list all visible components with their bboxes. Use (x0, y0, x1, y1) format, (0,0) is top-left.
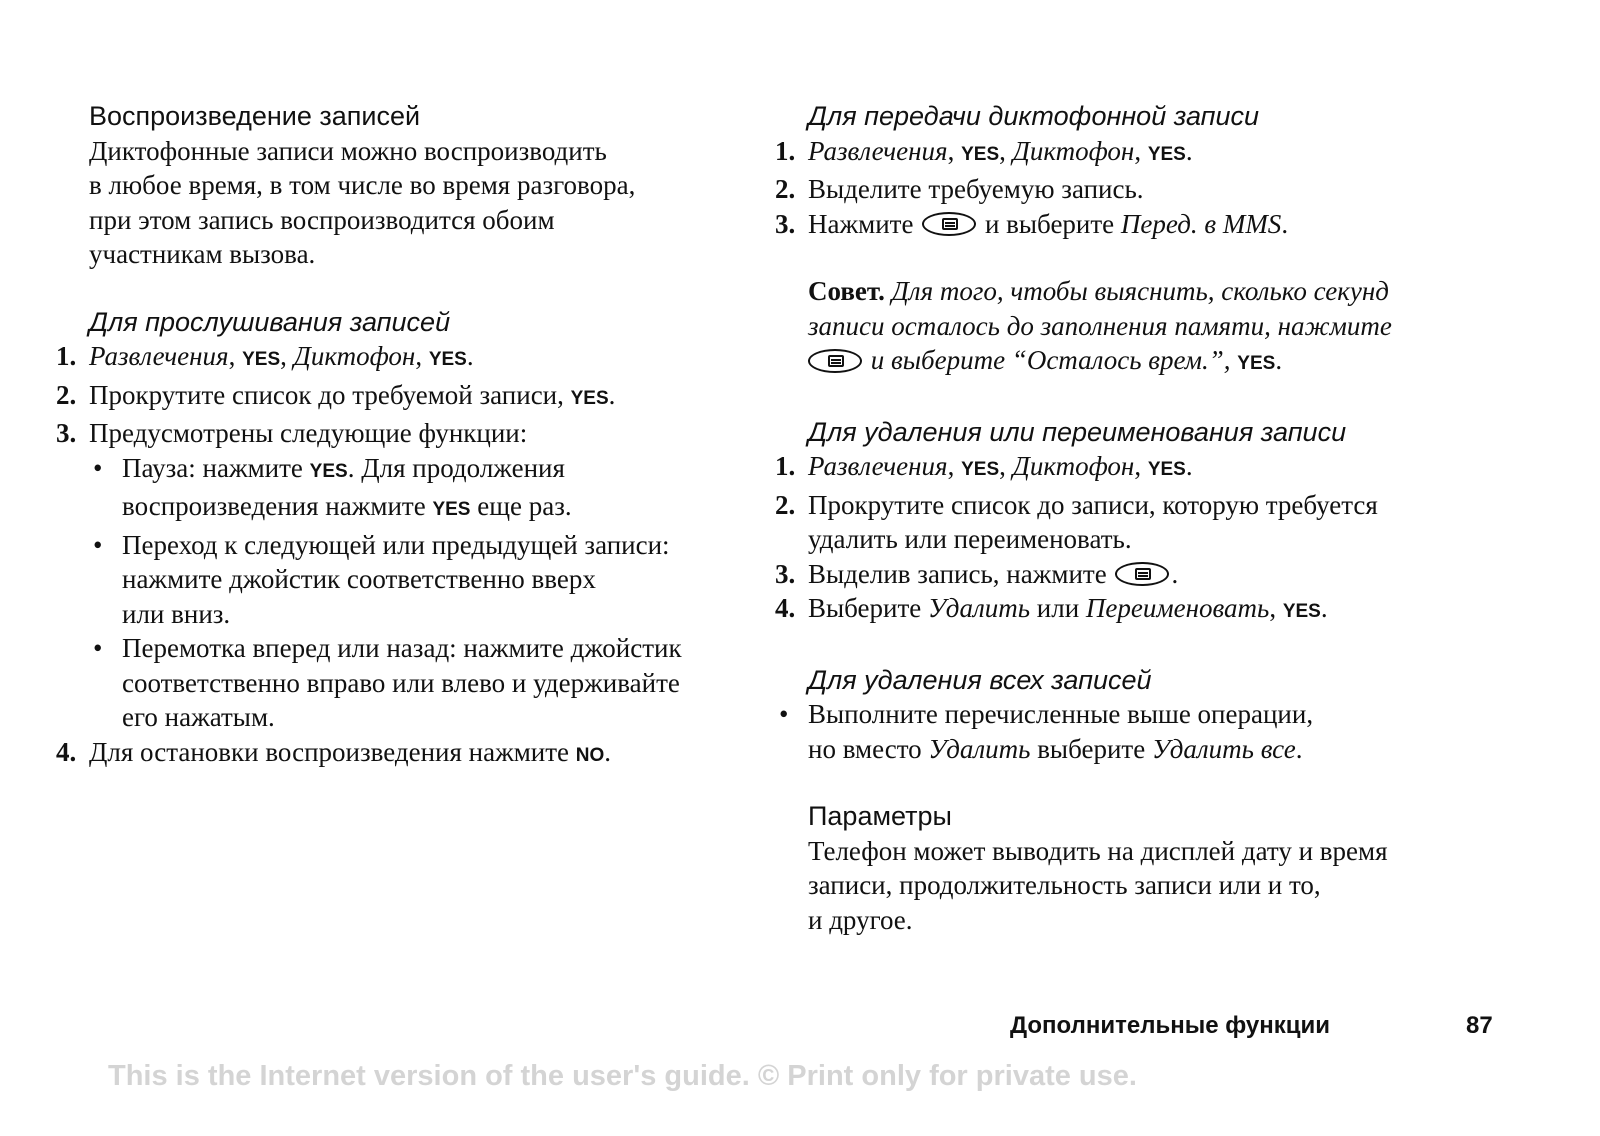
send-heading: Для передачи диктофонной записи (808, 101, 1260, 131)
step-text: Прокрутите список до требуемой записи, (89, 379, 571, 410)
menu-option: Переименовать (1085, 593, 1270, 623)
menu-path-item: Развлечения (808, 451, 948, 481)
list-item: 2. Прокрутите список до записи, которую требуется удалить или переименовать. (775, 489, 1378, 554)
step-number: 4. (56, 736, 77, 767)
step-text: Предусмотрены следующие функции: (89, 418, 528, 448)
yes-key: YES (428, 349, 467, 370)
right-column (775, 99, 1516, 937)
list-item (775, 172, 1516, 207)
playback-line: при этом запись воспроизводится обоим (89, 204, 555, 235)
step-text: Выделите требуемую запись. (808, 174, 1144, 204)
menu-path-item: Диктофон (293, 341, 416, 371)
playback-line: Диктофонные записи можно воспроизводить (89, 135, 607, 166)
settings-section (808, 799, 1516, 937)
step-number: 1. (56, 341, 77, 371)
menu-key-icon (922, 212, 976, 236)
tip-paragraph: Совет. Для того, чтобы выяснить, сколько секунд записи осталось до заполнения памяти, нажмите и выберите “Осталось врем.”, YES. (808, 276, 1392, 375)
playback-section (89, 99, 756, 272)
menu-option: Удалить все (1151, 733, 1296, 764)
internet-version-notice: This is the Internet version of the user's guide. © Print only for private use. (108, 1060, 1137, 1092)
list-item: 1. Развлечения, YES, Диктофон, YES. (56, 339, 756, 378)
playback-line: участникам вызова. (89, 239, 316, 269)
tip-label: Совет. (808, 276, 885, 306)
bullet-item: • Переход к следующей или предыдущей записи: нажмите джойстик соответственно вверх или вниз. (93, 529, 670, 629)
delete-steps (775, 449, 1516, 630)
menu-option: Удалить (928, 733, 1031, 764)
menu-key-icon (1115, 562, 1169, 586)
yes-key: YES (242, 349, 281, 370)
step-number: 2. (775, 174, 796, 204)
bullet-icon: • (779, 699, 789, 729)
yes-key: YES (309, 460, 348, 482)
bullet-item: • Пауза: нажмите YES. Для продолжения воспроизведения нажмите YES еще раз. (93, 452, 572, 521)
menu-option: Удалить (928, 593, 1031, 623)
section-title: Дополнительные функции (1010, 1012, 1331, 1039)
list-item: 4. Выберите Удалить или Переименовать, YES. (775, 591, 1516, 630)
yes-key: YES (1147, 459, 1186, 480)
function-bullets (89, 451, 756, 735)
list-item: 3. Выделив запись, нажмите . (775, 557, 1516, 592)
listen-heading: Для прослушивания записей (89, 306, 451, 337)
menu-option: Перед. в MMS (1120, 208, 1282, 239)
delete-all-heading: Для удаления всех записей (808, 664, 1152, 695)
bullet-icon: • (93, 633, 103, 663)
yes-key: YES (1282, 601, 1321, 622)
yes-key: YES (1147, 143, 1186, 165)
bullet-item: • Выполните перечисленные выше операции, но вместо Удалить выберите Удалить все. (779, 699, 1314, 764)
list-item: 1. Развлечения, YES, Диктофон, YES. (775, 134, 1516, 173)
step-number: 3. (56, 418, 77, 448)
yes-key: YES (1237, 353, 1276, 374)
step-number: 4. (775, 593, 796, 623)
list-item (56, 416, 756, 735)
menu-key-icon (808, 349, 862, 373)
listen-steps (56, 339, 756, 773)
list-item: 1. Развлечения, YES, Диктофон, YES. (775, 449, 1516, 488)
step-number: 2. (56, 379, 77, 410)
delete-all-bullets (775, 697, 1516, 766)
settings-text: Телефон может выводить на дисплей дату и время записи, продолжительность записи или и то, и другое. (808, 835, 1388, 935)
list-item: 4. Для остановки воспроизведения нажмите NO. (56, 735, 756, 774)
bullet-icon: • (93, 529, 103, 560)
menu-path-item: Диктофон (1012, 451, 1135, 481)
yes-key: YES (961, 459, 1000, 480)
page-number: 87 (1466, 1012, 1493, 1039)
delete-heading: Для удаления или переименования записи (808, 416, 1347, 447)
left-column (56, 99, 756, 773)
bullet-icon: • (93, 452, 103, 483)
yes-key: YES (961, 143, 1000, 165)
playback-text (89, 134, 756, 272)
playback-line: в любое время, в том числе во время разговора, (89, 170, 636, 200)
playback-heading: Воспроизведение записей (89, 101, 421, 131)
step-number: 3. (775, 558, 796, 589)
menu-path-item: Развлечения (808, 135, 948, 166)
send-steps (775, 134, 1516, 242)
step-number: 3. (775, 208, 796, 239)
no-key: NO (575, 744, 605, 766)
settings-heading: Параметры (808, 801, 952, 831)
yes-key: YES (570, 387, 609, 409)
menu-path-item: Диктофон (1012, 135, 1135, 166)
step-number: 1. (775, 451, 796, 481)
step-number: 2. (775, 489, 796, 520)
list-item: 3. Нажмите и выберите Перед. в MMS. (775, 207, 1516, 242)
list-item: 2. Прокрутите список до требуемой записи, YES. (56, 378, 756, 417)
step-number: 1. (775, 135, 796, 166)
yes-key: YES (432, 499, 471, 520)
bullet-item: • Перемотка вперед или назад: нажмите джойстик соответственно вправо или влево и удерживайте его нажатым. (93, 633, 682, 732)
menu-path-item: Развлечения (89, 341, 229, 371)
step-text: Для остановки воспроизведения нажмите (89, 736, 576, 767)
